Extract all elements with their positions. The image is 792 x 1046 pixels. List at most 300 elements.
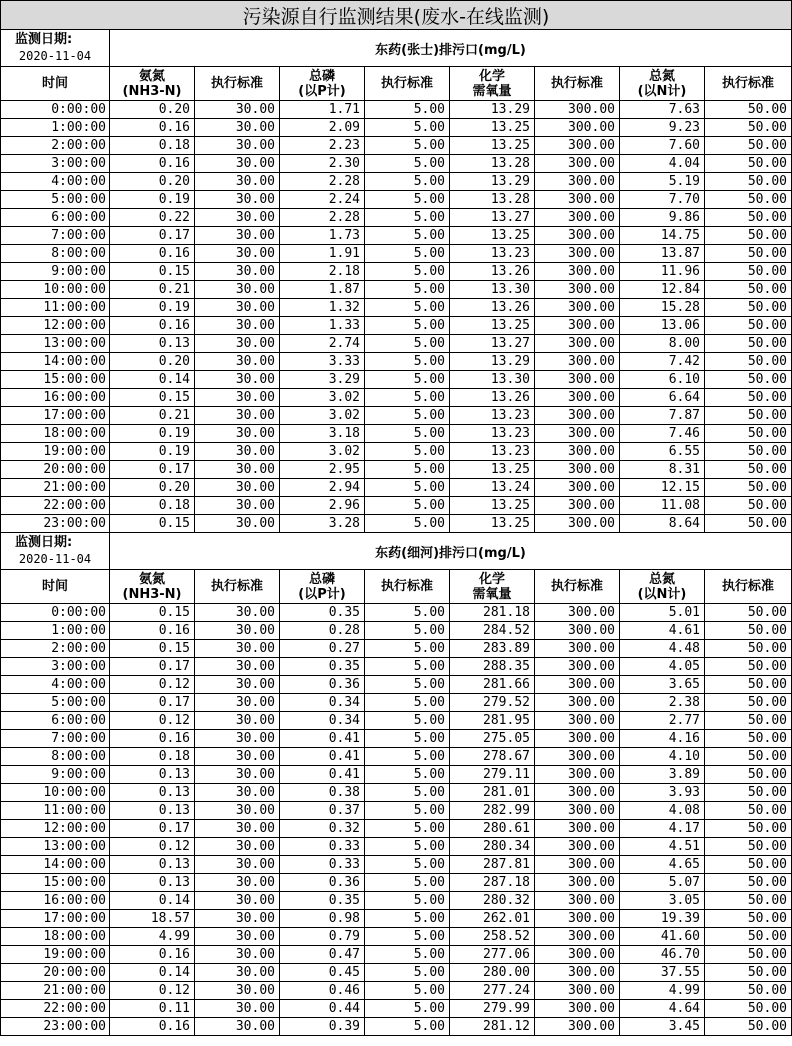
cell-nitrogen-standard: 50.00 bbox=[705, 335, 792, 353]
cell-phosphorus-standard: 5.00 bbox=[365, 622, 450, 640]
cell-ammonia: 0.16 bbox=[110, 730, 195, 748]
cell-nitrogen-standard: 50.00 bbox=[705, 982, 792, 1000]
cell-phosphorus-standard: 5.00 bbox=[365, 604, 450, 622]
cell-time: 5:00:00 bbox=[1, 694, 110, 712]
site-name: 东药(细河)排污口(mg/L) bbox=[110, 533, 792, 570]
cell-nitrogen: 4.99 bbox=[620, 982, 705, 1000]
cell-ammonia: 0.22 bbox=[110, 209, 195, 227]
cell-time: 20:00:00 bbox=[1, 964, 110, 982]
cell-time: 18:00:00 bbox=[1, 425, 110, 443]
cell-phosphorus: 1.91 bbox=[280, 245, 365, 263]
cell-time: 10:00:00 bbox=[1, 784, 110, 802]
table-row bbox=[1, 407, 792, 425]
cell-ammonia-standard: 30.00 bbox=[195, 766, 280, 784]
column-header-ammonia-standard bbox=[195, 67, 280, 101]
cell-nitrogen: 46.70 bbox=[620, 946, 705, 964]
cell-ammonia-standard: 30.00 bbox=[195, 748, 280, 766]
site-name: 东药(张士)排污口(mg/L) bbox=[110, 30, 792, 67]
cell-cod: 13.30 bbox=[450, 371, 535, 389]
cell-nitrogen: 6.55 bbox=[620, 443, 705, 461]
table-row bbox=[1, 515, 792, 533]
cell-ammonia: 0.12 bbox=[110, 982, 195, 1000]
cell-nitrogen: 3.65 bbox=[620, 676, 705, 694]
cell-phosphorus-standard: 5.00 bbox=[365, 838, 450, 856]
cell-phosphorus-standard: 5.00 bbox=[365, 461, 450, 479]
cell-cod: 13.29 bbox=[450, 173, 535, 191]
column-header-row bbox=[1, 67, 792, 101]
table-row bbox=[1, 317, 792, 335]
cell-phosphorus: 2.24 bbox=[280, 191, 365, 209]
cell-time: 19:00:00 bbox=[1, 443, 110, 461]
date-value: 2020-11-04 bbox=[18, 552, 92, 566]
cell-nitrogen-standard: 50.00 bbox=[705, 137, 792, 155]
cell-cod: 13.28 bbox=[450, 191, 535, 209]
cell-cod-standard: 300.00 bbox=[535, 407, 620, 425]
column-header-label: (NH3-N) bbox=[122, 586, 182, 602]
cell-ammonia-standard: 30.00 bbox=[195, 443, 280, 461]
column-header-label: 需氧量 bbox=[472, 586, 512, 602]
cell-nitrogen: 19.39 bbox=[620, 910, 705, 928]
cell-time: 14:00:00 bbox=[1, 856, 110, 874]
cell-ammonia-standard: 30.00 bbox=[195, 389, 280, 407]
table-row bbox=[1, 443, 792, 461]
table-row bbox=[1, 784, 792, 802]
cell-ammonia-standard: 30.00 bbox=[195, 245, 280, 263]
cell-nitrogen-standard: 50.00 bbox=[705, 101, 792, 119]
cell-phosphorus-standard: 5.00 bbox=[365, 281, 450, 299]
cell-cod-standard: 300.00 bbox=[535, 856, 620, 874]
cell-ammonia-standard: 30.00 bbox=[195, 622, 280, 640]
cell-time: 10:00:00 bbox=[1, 281, 110, 299]
cell-phosphorus-standard: 5.00 bbox=[365, 497, 450, 515]
table-row bbox=[1, 227, 792, 245]
cell-time: 12:00:00 bbox=[1, 317, 110, 335]
cell-ammonia-standard: 30.00 bbox=[195, 155, 280, 173]
column-header-nitrogen bbox=[620, 570, 705, 604]
cell-phosphorus: 0.36 bbox=[280, 676, 365, 694]
cell-cod-standard: 300.00 bbox=[535, 766, 620, 784]
cell-cod-standard: 300.00 bbox=[535, 443, 620, 461]
column-header-label: (以N计) bbox=[637, 83, 687, 99]
cell-ammonia: 0.19 bbox=[110, 191, 195, 209]
cell-time: 0:00:00 bbox=[1, 101, 110, 119]
column-header-phosphorus bbox=[280, 570, 365, 604]
cell-time: 11:00:00 bbox=[1, 802, 110, 820]
cell-time: 15:00:00 bbox=[1, 874, 110, 892]
cell-phosphorus-standard: 5.00 bbox=[365, 263, 450, 281]
cell-nitrogen-standard: 50.00 bbox=[705, 964, 792, 982]
cell-nitrogen: 4.64 bbox=[620, 1000, 705, 1018]
table-row bbox=[1, 928, 792, 946]
cell-ammonia: 0.19 bbox=[110, 299, 195, 317]
table-row bbox=[1, 371, 792, 389]
column-header-phosphorus-standard bbox=[365, 67, 450, 101]
cell-time: 7:00:00 bbox=[1, 730, 110, 748]
cell-nitrogen-standard: 50.00 bbox=[705, 209, 792, 227]
table-row bbox=[1, 622, 792, 640]
cell-nitrogen: 6.10 bbox=[620, 371, 705, 389]
column-header-label: 执行标准 bbox=[210, 579, 263, 594]
date-cell bbox=[1, 30, 110, 67]
cell-ammonia: 0.13 bbox=[110, 335, 195, 353]
column-header-label: 执行标准 bbox=[721, 76, 774, 91]
cell-cod-standard: 300.00 bbox=[535, 101, 620, 119]
cell-phosphorus: 0.41 bbox=[280, 730, 365, 748]
cell-nitrogen: 6.64 bbox=[620, 389, 705, 407]
cell-ammonia-standard: 30.00 bbox=[195, 119, 280, 137]
cell-ammonia: 0.13 bbox=[110, 802, 195, 820]
cell-phosphorus-standard: 5.00 bbox=[365, 730, 450, 748]
column-header-label: 总磷 bbox=[308, 68, 335, 84]
cell-ammonia-standard: 30.00 bbox=[195, 1000, 280, 1018]
cell-cod-standard: 300.00 bbox=[535, 838, 620, 856]
cell-nitrogen: 8.00 bbox=[620, 335, 705, 353]
cell-cod: 13.23 bbox=[450, 425, 535, 443]
cell-ammonia: 0.17 bbox=[110, 658, 195, 676]
cell-cod: 280.32 bbox=[450, 892, 535, 910]
cell-ammonia-standard: 30.00 bbox=[195, 712, 280, 730]
table-row bbox=[1, 712, 792, 730]
table-row bbox=[1, 694, 792, 712]
cell-nitrogen: 7.46 bbox=[620, 425, 705, 443]
column-header-label: 时间 bbox=[41, 76, 68, 91]
cell-time: 19:00:00 bbox=[1, 946, 110, 964]
cell-phosphorus-standard: 5.00 bbox=[365, 119, 450, 137]
cell-ammonia: 0.15 bbox=[110, 389, 195, 407]
cell-nitrogen: 9.23 bbox=[620, 119, 705, 137]
cell-ammonia-standard: 30.00 bbox=[195, 1018, 280, 1036]
cell-cod: 287.18 bbox=[450, 874, 535, 892]
cell-nitrogen-standard: 50.00 bbox=[705, 407, 792, 425]
cell-ammonia: 18.57 bbox=[110, 910, 195, 928]
cell-ammonia: 0.16 bbox=[110, 1018, 195, 1036]
cell-phosphorus-standard: 5.00 bbox=[365, 479, 450, 497]
table-row bbox=[1, 802, 792, 820]
table-row bbox=[1, 263, 792, 281]
cell-cod-standard: 300.00 bbox=[535, 173, 620, 191]
cell-cod-standard: 300.00 bbox=[535, 371, 620, 389]
cell-ammonia-standard: 30.00 bbox=[195, 371, 280, 389]
cell-nitrogen-standard: 50.00 bbox=[705, 604, 792, 622]
cell-ammonia: 0.12 bbox=[110, 838, 195, 856]
table-row bbox=[1, 820, 792, 838]
column-header-label: (以N计) bbox=[637, 586, 687, 602]
cell-cod: 13.28 bbox=[450, 155, 535, 173]
cell-cod-standard: 300.00 bbox=[535, 353, 620, 371]
column-header-label: 氨氮 bbox=[138, 68, 165, 84]
cell-nitrogen-standard: 50.00 bbox=[705, 640, 792, 658]
cell-ammonia-standard: 30.00 bbox=[195, 874, 280, 892]
column-header-cod-standard bbox=[535, 67, 620, 101]
table-row bbox=[1, 892, 792, 910]
cell-ammonia-standard: 30.00 bbox=[195, 730, 280, 748]
column-header-label: 化学 bbox=[478, 68, 505, 84]
cell-cod: 281.95 bbox=[450, 712, 535, 730]
cell-cod: 13.23 bbox=[450, 407, 535, 425]
table-row bbox=[1, 1000, 792, 1018]
cell-phosphorus-standard: 5.00 bbox=[365, 407, 450, 425]
table-row bbox=[1, 191, 792, 209]
cell-nitrogen-standard: 50.00 bbox=[705, 1018, 792, 1036]
cell-cod: 275.05 bbox=[450, 730, 535, 748]
cell-nitrogen-standard: 50.00 bbox=[705, 910, 792, 928]
column-header-time bbox=[1, 67, 110, 101]
cell-time: 2:00:00 bbox=[1, 137, 110, 155]
cell-phosphorus-standard: 5.00 bbox=[365, 748, 450, 766]
cell-nitrogen: 4.17 bbox=[620, 820, 705, 838]
cell-ammonia: 0.20 bbox=[110, 101, 195, 119]
cell-nitrogen: 5.19 bbox=[620, 173, 705, 191]
cell-time: 0:00:00 bbox=[1, 604, 110, 622]
date-label: 监测日期: bbox=[15, 535, 73, 550]
cell-phosphorus-standard: 5.00 bbox=[365, 784, 450, 802]
cell-cod-standard: 300.00 bbox=[535, 1018, 620, 1036]
cell-cod-standard: 300.00 bbox=[535, 964, 620, 982]
cell-phosphorus: 3.02 bbox=[280, 389, 365, 407]
cell-phosphorus: 0.38 bbox=[280, 784, 365, 802]
cell-ammonia: 0.20 bbox=[110, 353, 195, 371]
cell-time: 21:00:00 bbox=[1, 479, 110, 497]
cell-cod-standard: 300.00 bbox=[535, 910, 620, 928]
cell-ammonia-standard: 30.00 bbox=[195, 281, 280, 299]
cell-phosphorus-standard: 5.00 bbox=[365, 766, 450, 784]
cell-ammonia: 0.16 bbox=[110, 155, 195, 173]
cell-cod-standard: 300.00 bbox=[535, 658, 620, 676]
cell-nitrogen: 4.04 bbox=[620, 155, 705, 173]
date-label: 监测日期: bbox=[15, 32, 73, 47]
cell-time: 8:00:00 bbox=[1, 748, 110, 766]
cell-phosphorus: 0.35 bbox=[280, 892, 365, 910]
table-row bbox=[1, 245, 792, 263]
cell-cod: 281.18 bbox=[450, 604, 535, 622]
cell-phosphorus-standard: 5.00 bbox=[365, 137, 450, 155]
column-header-label: 氨氮 bbox=[138, 571, 165, 587]
cell-cod-standard: 300.00 bbox=[535, 784, 620, 802]
table-row bbox=[1, 461, 792, 479]
column-header-label: (以P计) bbox=[298, 586, 346, 602]
cell-nitrogen: 4.10 bbox=[620, 748, 705, 766]
cell-nitrogen-standard: 50.00 bbox=[705, 479, 792, 497]
cell-cod: 13.23 bbox=[450, 443, 535, 461]
cell-nitrogen: 13.06 bbox=[620, 317, 705, 335]
cell-phosphorus-standard: 5.00 bbox=[365, 676, 450, 694]
cell-ammonia-standard: 30.00 bbox=[195, 964, 280, 982]
cell-phosphorus-standard: 5.00 bbox=[365, 910, 450, 928]
column-header-label: 执行标准 bbox=[380, 76, 433, 91]
cell-cod-standard: 300.00 bbox=[535, 874, 620, 892]
cell-time: 3:00:00 bbox=[1, 658, 110, 676]
cell-cod-standard: 300.00 bbox=[535, 191, 620, 209]
cell-cod: 277.24 bbox=[450, 982, 535, 1000]
column-header-cod bbox=[450, 67, 535, 101]
column-header-label: 总氮 bbox=[648, 68, 675, 84]
column-header-label: 总氮 bbox=[648, 571, 675, 587]
cell-ammonia-standard: 30.00 bbox=[195, 353, 280, 371]
table-row bbox=[1, 299, 792, 317]
cell-nitrogen: 12.84 bbox=[620, 281, 705, 299]
cell-ammonia-standard: 30.00 bbox=[195, 209, 280, 227]
cell-phosphorus-standard: 5.00 bbox=[365, 928, 450, 946]
table-row bbox=[1, 173, 792, 191]
table-row bbox=[1, 479, 792, 497]
cell-nitrogen-standard: 50.00 bbox=[705, 784, 792, 802]
cell-time: 13:00:00 bbox=[1, 838, 110, 856]
cell-nitrogen-standard: 50.00 bbox=[705, 658, 792, 676]
table-row bbox=[1, 1018, 792, 1036]
cell-nitrogen: 7.60 bbox=[620, 137, 705, 155]
table-row bbox=[1, 964, 792, 982]
column-header-nitrogen bbox=[620, 67, 705, 101]
cell-cod-standard: 300.00 bbox=[535, 479, 620, 497]
cell-cod: 281.12 bbox=[450, 1018, 535, 1036]
cell-phosphorus-standard: 5.00 bbox=[365, 443, 450, 461]
cell-time: 22:00:00 bbox=[1, 1000, 110, 1018]
cell-phosphorus-standard: 5.00 bbox=[365, 191, 450, 209]
cell-phosphorus: 0.41 bbox=[280, 766, 365, 784]
cell-cod: 281.01 bbox=[450, 784, 535, 802]
cell-nitrogen-standard: 50.00 bbox=[705, 712, 792, 730]
cell-phosphorus: 3.33 bbox=[280, 353, 365, 371]
cell-phosphorus-standard: 5.00 bbox=[365, 1018, 450, 1036]
cell-nitrogen-standard: 50.00 bbox=[705, 874, 792, 892]
cell-nitrogen: 8.31 bbox=[620, 461, 705, 479]
column-header-ammonia bbox=[110, 570, 195, 604]
cell-ammonia: 0.18 bbox=[110, 137, 195, 155]
table-body bbox=[1, 1, 792, 1036]
cell-cod-standard: 300.00 bbox=[535, 694, 620, 712]
cell-cod-standard: 300.00 bbox=[535, 209, 620, 227]
cell-nitrogen: 3.05 bbox=[620, 892, 705, 910]
title-row bbox=[1, 1, 792, 30]
cell-nitrogen: 4.61 bbox=[620, 622, 705, 640]
cell-ammonia: 0.16 bbox=[110, 317, 195, 335]
cell-time: 1:00:00 bbox=[1, 622, 110, 640]
cell-ammonia-standard: 30.00 bbox=[195, 604, 280, 622]
table-row bbox=[1, 425, 792, 443]
cell-phosphorus: 3.29 bbox=[280, 371, 365, 389]
cell-cod-standard: 300.00 bbox=[535, 497, 620, 515]
table-row bbox=[1, 155, 792, 173]
cell-ammonia-standard: 30.00 bbox=[195, 946, 280, 964]
cell-phosphorus: 3.28 bbox=[280, 515, 365, 533]
cell-time: 14:00:00 bbox=[1, 353, 110, 371]
cell-phosphorus-standard: 5.00 bbox=[365, 515, 450, 533]
cell-nitrogen-standard: 50.00 bbox=[705, 856, 792, 874]
cell-phosphorus: 0.37 bbox=[280, 802, 365, 820]
cell-cod-standard: 300.00 bbox=[535, 317, 620, 335]
column-header-cod bbox=[450, 570, 535, 604]
cell-cod: 284.52 bbox=[450, 622, 535, 640]
cell-cod: 13.26 bbox=[450, 263, 535, 281]
cell-phosphorus-standard: 5.00 bbox=[365, 712, 450, 730]
cell-nitrogen: 2.38 bbox=[620, 694, 705, 712]
cell-ammonia-standard: 30.00 bbox=[195, 299, 280, 317]
cell-phosphorus: 3.02 bbox=[280, 407, 365, 425]
table-row bbox=[1, 910, 792, 928]
cell-phosphorus-standard: 5.00 bbox=[365, 353, 450, 371]
cell-ammonia: 0.13 bbox=[110, 874, 195, 892]
cell-ammonia-standard: 30.00 bbox=[195, 191, 280, 209]
cell-ammonia: 0.14 bbox=[110, 964, 195, 982]
cell-ammonia: 0.13 bbox=[110, 856, 195, 874]
column-header-label: 执行标准 bbox=[550, 579, 603, 594]
cell-ammonia: 0.20 bbox=[110, 173, 195, 191]
cell-phosphorus-standard: 5.00 bbox=[365, 227, 450, 245]
cell-nitrogen: 2.77 bbox=[620, 712, 705, 730]
cell-nitrogen: 3.93 bbox=[620, 784, 705, 802]
cell-nitrogen-standard: 50.00 bbox=[705, 820, 792, 838]
cell-phosphorus: 0.33 bbox=[280, 856, 365, 874]
cell-cod-standard: 300.00 bbox=[535, 820, 620, 838]
table-row bbox=[1, 856, 792, 874]
cell-ammonia-standard: 30.00 bbox=[195, 982, 280, 1000]
cell-nitrogen-standard: 50.00 bbox=[705, 694, 792, 712]
cell-cod-standard: 300.00 bbox=[535, 227, 620, 245]
cell-ammonia-standard: 30.00 bbox=[195, 802, 280, 820]
cell-ammonia: 0.16 bbox=[110, 622, 195, 640]
cell-phosphorus-standard: 5.00 bbox=[365, 335, 450, 353]
cell-cod-standard: 300.00 bbox=[535, 946, 620, 964]
cell-phosphorus: 1.71 bbox=[280, 101, 365, 119]
cell-nitrogen: 37.55 bbox=[620, 964, 705, 982]
cell-nitrogen-standard: 50.00 bbox=[705, 515, 792, 533]
cell-cod: 13.26 bbox=[450, 389, 535, 407]
date-cell bbox=[1, 533, 110, 570]
column-header-label: 需氧量 bbox=[472, 83, 512, 99]
table-row bbox=[1, 101, 792, 119]
cell-ammonia: 0.18 bbox=[110, 748, 195, 766]
cell-nitrogen-standard: 50.00 bbox=[705, 946, 792, 964]
cell-nitrogen-standard: 50.00 bbox=[705, 928, 792, 946]
table-row bbox=[1, 838, 792, 856]
cell-phosphorus: 1.73 bbox=[280, 227, 365, 245]
cell-ammonia-standard: 30.00 bbox=[195, 820, 280, 838]
cell-ammonia: 0.15 bbox=[110, 263, 195, 281]
cell-cod-standard: 300.00 bbox=[535, 604, 620, 622]
cell-phosphorus: 2.18 bbox=[280, 263, 365, 281]
cell-ammonia: 0.17 bbox=[110, 694, 195, 712]
cell-cod: 13.25 bbox=[450, 461, 535, 479]
cell-ammonia: 4.99 bbox=[110, 928, 195, 946]
cell-ammonia: 0.14 bbox=[110, 892, 195, 910]
table-row bbox=[1, 353, 792, 371]
cell-phosphorus: 0.36 bbox=[280, 874, 365, 892]
cell-ammonia-standard: 30.00 bbox=[195, 335, 280, 353]
cell-nitrogen-standard: 50.00 bbox=[705, 802, 792, 820]
cell-phosphorus-standard: 5.00 bbox=[365, 874, 450, 892]
cell-cod: 13.26 bbox=[450, 299, 535, 317]
cell-cod-standard: 300.00 bbox=[535, 155, 620, 173]
cell-cod: 13.25 bbox=[450, 137, 535, 155]
cell-nitrogen-standard: 50.00 bbox=[705, 155, 792, 173]
cell-time: 9:00:00 bbox=[1, 766, 110, 784]
cell-time: 17:00:00 bbox=[1, 910, 110, 928]
cell-phosphorus: 0.98 bbox=[280, 910, 365, 928]
cell-cod-standard: 300.00 bbox=[535, 137, 620, 155]
section-header-row bbox=[1, 533, 792, 570]
cell-phosphorus: 0.33 bbox=[280, 838, 365, 856]
cell-ammonia: 0.16 bbox=[110, 119, 195, 137]
column-header-label: 执行标准 bbox=[550, 76, 603, 91]
cell-nitrogen-standard: 50.00 bbox=[705, 622, 792, 640]
cell-ammonia: 0.11 bbox=[110, 1000, 195, 1018]
cell-ammonia: 0.19 bbox=[110, 443, 195, 461]
cell-phosphorus: 2.94 bbox=[280, 479, 365, 497]
table-row bbox=[1, 137, 792, 155]
cell-nitrogen-standard: 50.00 bbox=[705, 1000, 792, 1018]
cell-time: 7:00:00 bbox=[1, 227, 110, 245]
cell-ammonia: 0.15 bbox=[110, 515, 195, 533]
